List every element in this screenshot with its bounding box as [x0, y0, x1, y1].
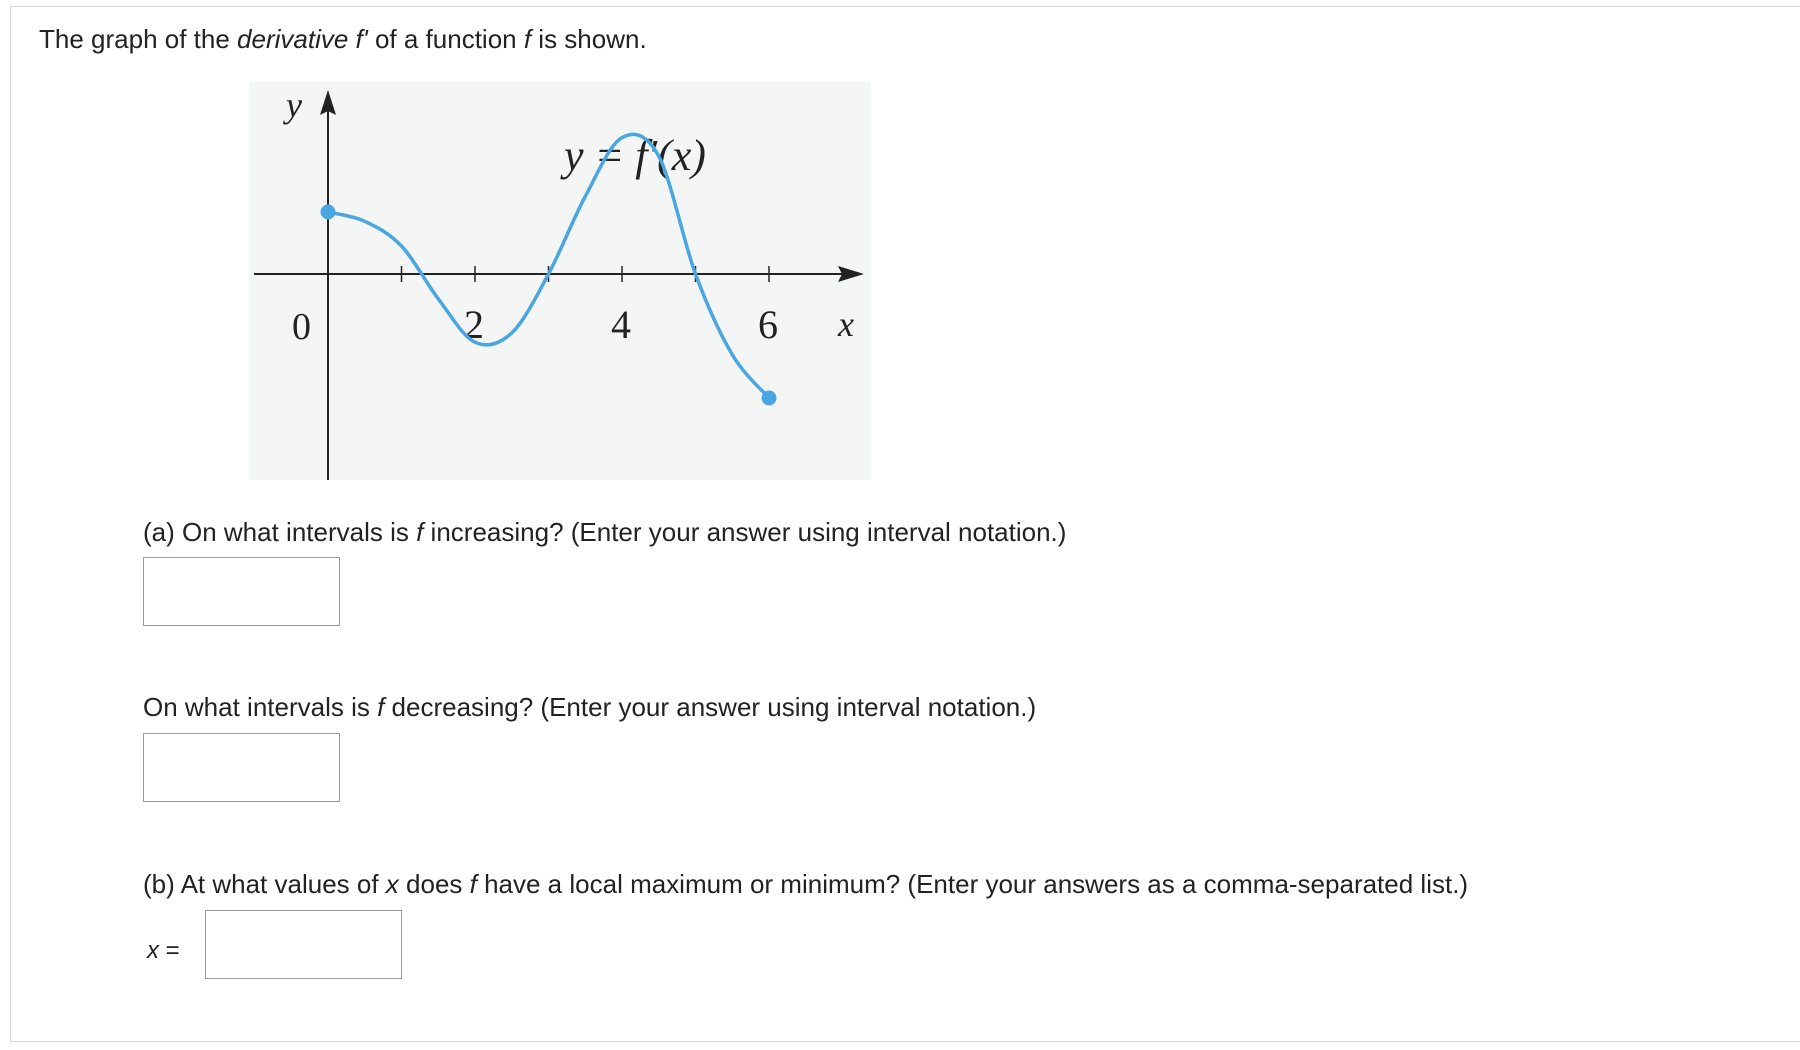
start-endpoint: [321, 205, 336, 220]
part-b-x: x: [385, 869, 399, 899]
decreasing-interval-input[interactable]: [143, 733, 340, 802]
curve-label: y = f′(x): [564, 131, 706, 180]
x-axis-label: x: [838, 304, 854, 344]
increasing-interval-input[interactable]: [143, 557, 340, 626]
x-tick-label-2: 2: [464, 302, 484, 347]
part-b-text-1: (b) At what values of: [143, 869, 386, 899]
intro-text-2: of a function: [367, 24, 524, 54]
part-a-q1-text: (a) On what intervals is: [143, 517, 417, 547]
x-equals-x: x: [147, 937, 159, 964]
y-axis-label: y: [286, 85, 302, 125]
derivative-graph: [249, 82, 871, 480]
part-a-q2-f: f: [377, 692, 385, 722]
x-tick-label-6: 6: [758, 302, 778, 347]
part-a-increasing-question: [143, 515, 1066, 549]
part-b-question: [143, 867, 1468, 901]
part-a-q2-rest: decreasing? (Enter your answer using interval notation.): [384, 692, 1037, 722]
extrema-x-input[interactable]: [205, 910, 402, 979]
intro-text-1: The graph of the: [39, 24, 238, 54]
part-a-q1-f: f: [416, 517, 424, 547]
x-equals-sign: =: [159, 937, 180, 964]
part-b-rest: have a local maximum or minimum? (Enter your answers as a comma-separated list.): [476, 869, 1469, 899]
intro-text-3: is shown.: [531, 24, 647, 54]
end-endpoint: [762, 391, 777, 406]
intro-derivative-word: derivative: [237, 24, 349, 54]
part-b-text-2: does: [398, 869, 470, 899]
intro-f: f: [523, 24, 532, 54]
question-intro: [39, 22, 647, 56]
part-a-q2-text: On what intervals is: [143, 692, 378, 722]
origin-label: 0: [292, 306, 311, 348]
part-a-decreasing-question: [143, 690, 1036, 724]
x-equals-label: [147, 936, 180, 966]
x-tick-label-4: 4: [611, 302, 631, 347]
part-a-q1-rest: increasing? (Enter your answer using interval notation.): [423, 517, 1067, 547]
part-b-f: f: [469, 869, 477, 899]
intro-fprime: f': [355, 24, 368, 54]
graph-svg: [249, 82, 871, 480]
